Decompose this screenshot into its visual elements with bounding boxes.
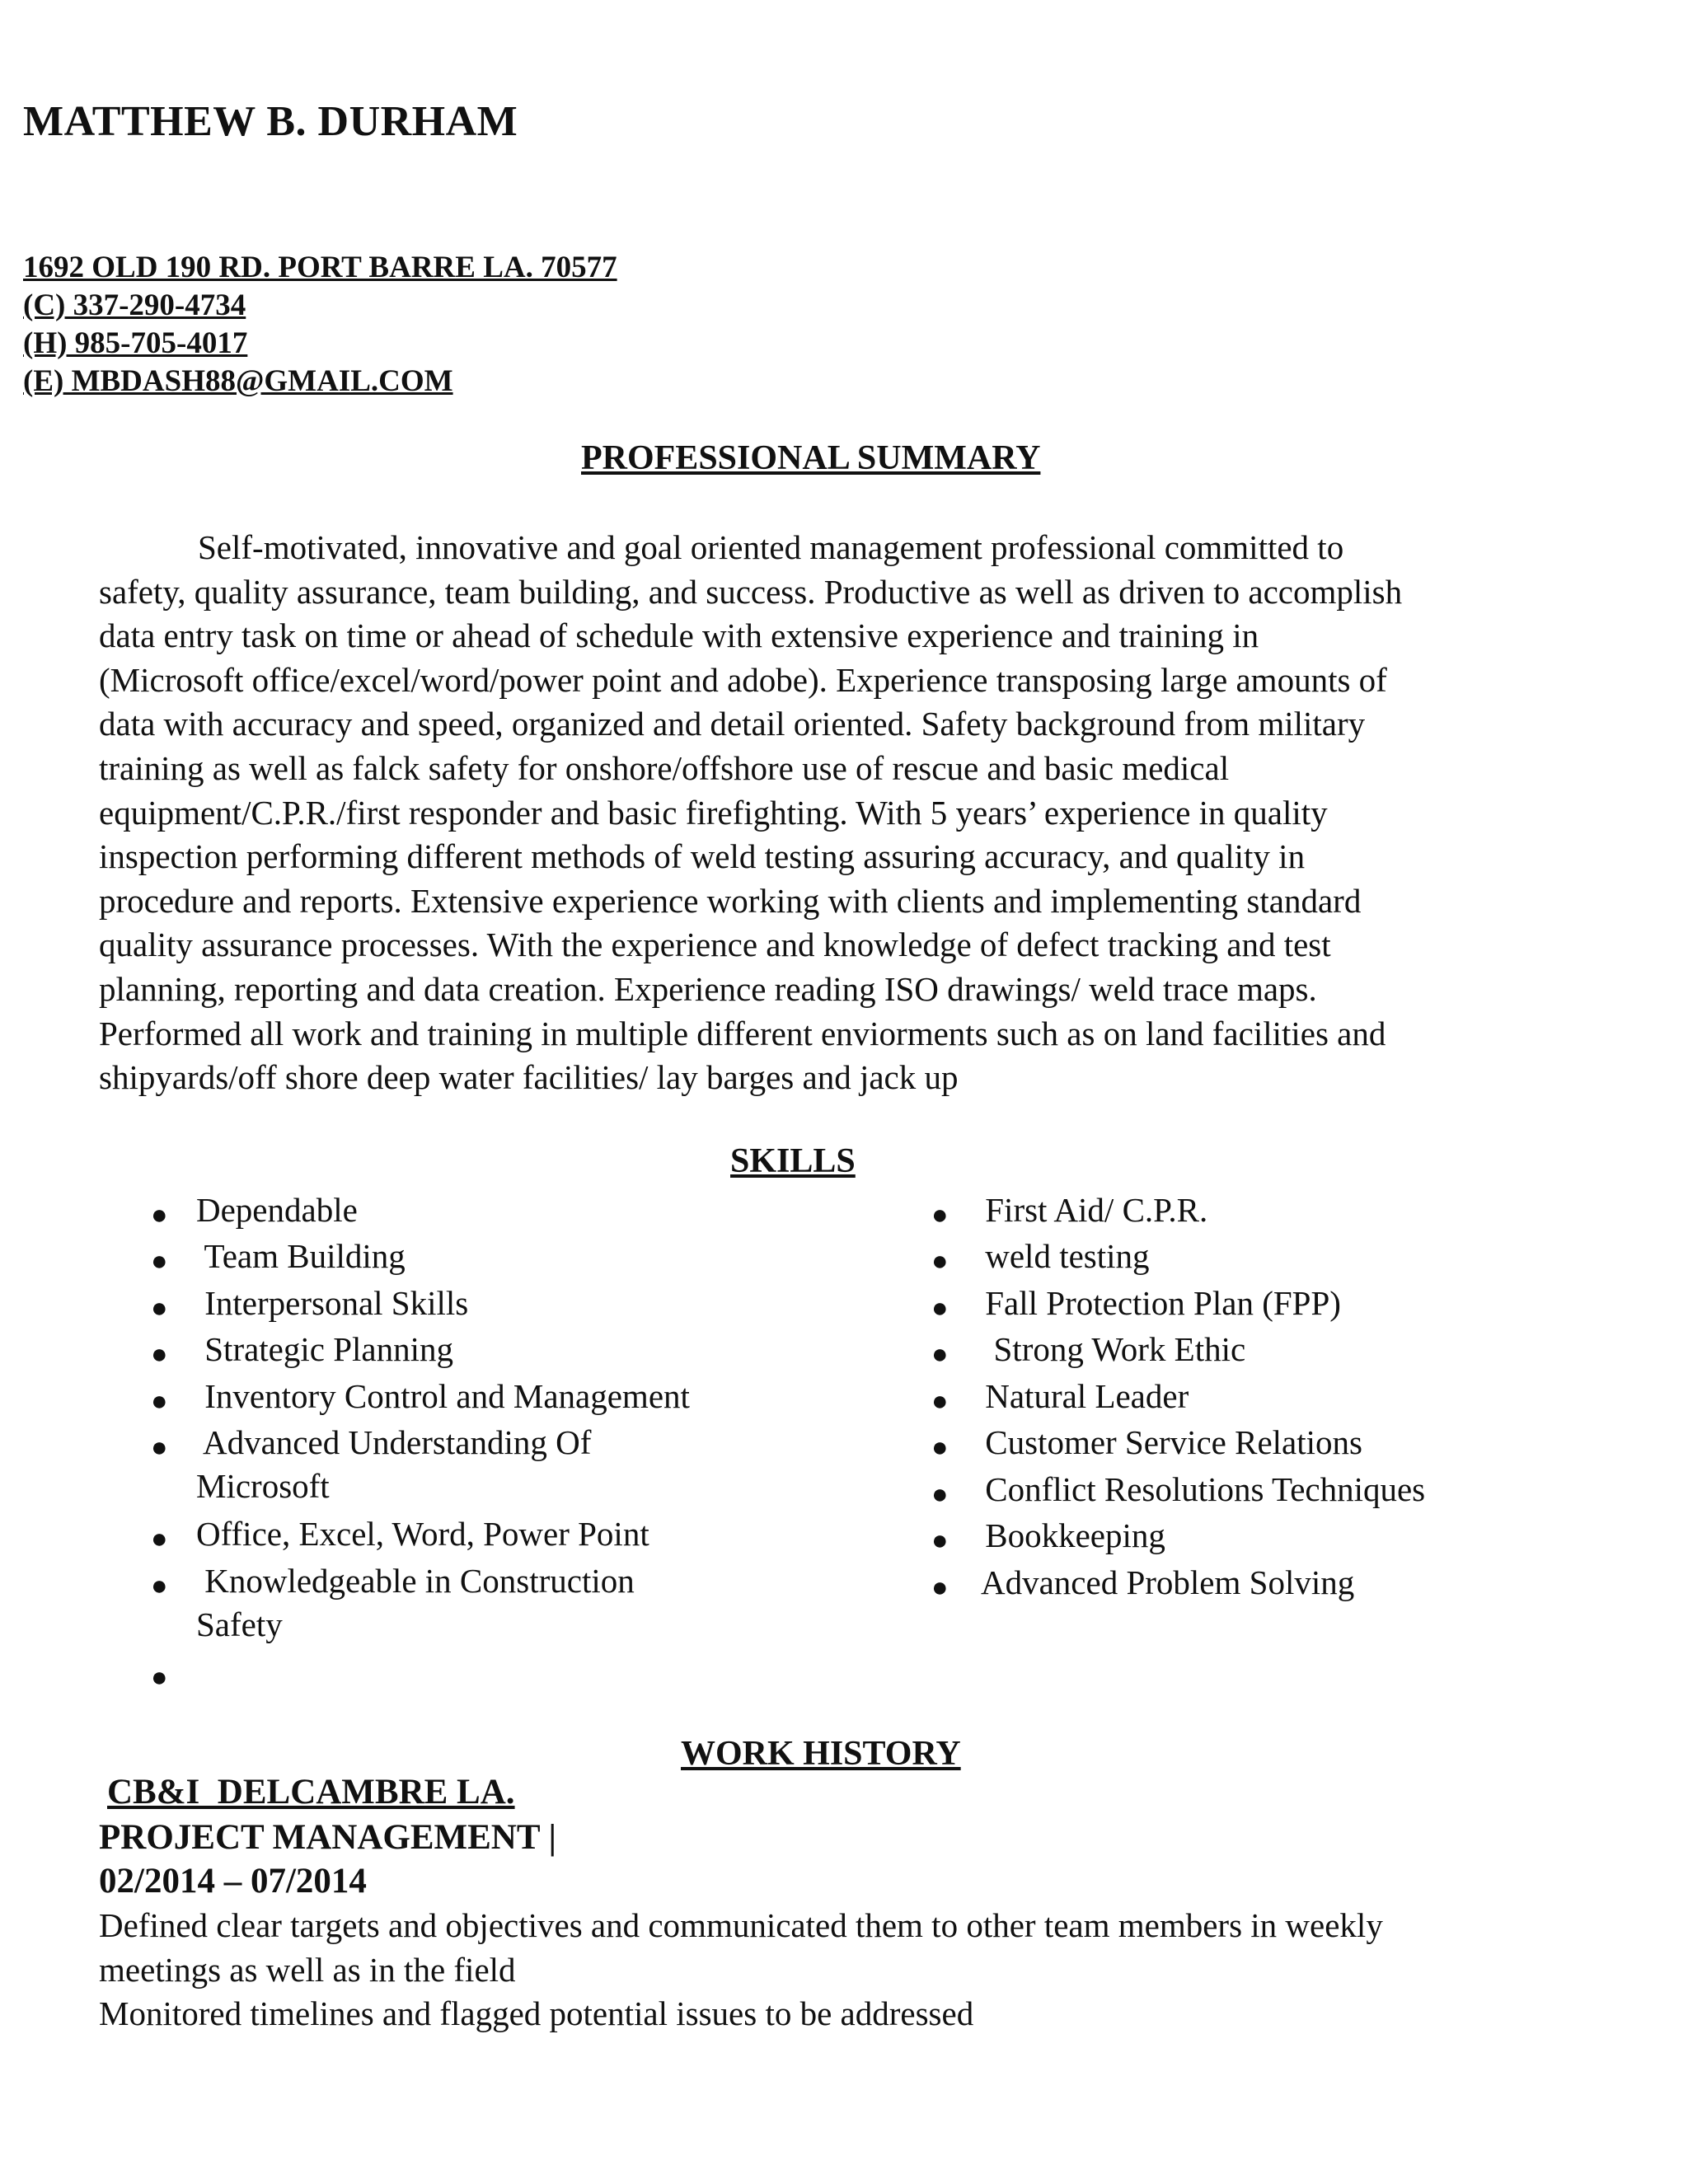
- summary-line: quality assurance processes. With the experience and knowledge of defect tracking and test: [99, 926, 1331, 964]
- job-title: PROJECT MANAGEMENT |: [99, 1818, 556, 1857]
- professional-summary-text: [99, 526, 1582, 1100]
- bullet-icon: ●: [151, 1246, 168, 1277]
- skill-item: Team Building: [196, 1237, 406, 1275]
- bullet-icon: ●: [151, 1386, 168, 1417]
- summary-line: inspection performing different methods of weld testing assuring accuracy, and quality in: [99, 837, 1306, 876]
- summary-line: safety, quality assurance, team building, and success. Productive as well as driven to accomplish: [99, 572, 1403, 611]
- job-description-line: meetings as well as in the field: [99, 1950, 516, 1989]
- skill-item: Advanced Problem Solving: [981, 1563, 1355, 1601]
- skill-item: Conflict Resolutions Techniques: [977, 1470, 1426, 1508]
- skill-item: Bookkeeping: [977, 1516, 1165, 1554]
- skill-item: Fall Protection Plan (FPP): [977, 1284, 1341, 1322]
- candidate-name: MATTHEW B. DURHAM: [23, 98, 518, 145]
- summary-line: Performed all work and training in multiple different enviorments such as on land facilities and: [99, 1014, 1386, 1052]
- summary-line: equipment/C.P.R./first responder and basic firefighting. With 5 years’ experience in quality: [99, 793, 1328, 832]
- summary-line: procedure and reports. Extensive experience working with clients and implementing standard: [99, 881, 1362, 920]
- skill-item: Strategic Planning: [196, 1330, 454, 1368]
- job-description: [99, 1904, 1383, 2036]
- bullet-icon: ●: [151, 1571, 168, 1601]
- skill-item: Strong Work Ethic: [977, 1330, 1246, 1368]
- bullet-icon: ●: [151, 1200, 168, 1230]
- skill-item: Office, Excel, Word, Power Point: [196, 1515, 649, 1553]
- contact-home-phone: (H) 985-705-4017: [23, 326, 248, 360]
- bullet-icon: ●: [931, 1386, 949, 1417]
- summary-line: (Microsoft office/excel/word/power point and adobe). Experience transposing large amounts of: [99, 660, 1387, 699]
- professional-summary-heading: PROFESSIONAL SUMMARY: [581, 439, 1041, 477]
- skill-item-continuation: Microsoft: [196, 1467, 330, 1505]
- bullet-icon: ●: [931, 1293, 949, 1324]
- summary-line: training as well as falck safety for onshore/offshore use of rescue and basic medical: [99, 748, 1230, 787]
- job-dates: 02/2014 – 07/2014: [99, 1862, 367, 1900]
- summary-line: data entry task on time or ahead of schedule with extensive experience and training in: [99, 616, 1259, 655]
- bullet-icon: ●: [151, 1432, 168, 1463]
- skill-item: Interpersonal Skills: [196, 1284, 469, 1322]
- bullet-icon: ●: [151, 1524, 168, 1554]
- skill-item: weld testing: [977, 1237, 1150, 1275]
- skill-item: Dependable: [196, 1191, 358, 1229]
- work-history-heading: WORK HISTORY: [681, 1735, 961, 1773]
- skill-item: Inventory Control and Management: [196, 1377, 690, 1415]
- bullet-icon: ●: [151, 1293, 168, 1324]
- skill-item: Advanced Understanding Of: [196, 1423, 592, 1461]
- job-company: CB&I DELCAMBRE LA.: [107, 1773, 515, 1811]
- job-description-line: Defined clear targets and objectives and communicated them to other team members in weekly: [99, 1906, 1383, 1944]
- summary-line: planning, reporting and data creation. Experience reading ISO drawings/ weld trace maps.: [99, 969, 1317, 1008]
- bullet-icon: ●: [151, 1662, 168, 1693]
- contact-email: (E) MBDASH88@GMAIL.COM: [23, 364, 453, 398]
- contact-cell-phone: (C) 337-290-4734: [23, 288, 246, 322]
- skills-heading: SKILLS: [730, 1142, 856, 1180]
- skill-item: Customer Service Relations: [977, 1423, 1362, 1461]
- bullet-icon: ●: [931, 1200, 949, 1230]
- bullet-icon: ●: [931, 1246, 949, 1277]
- bullet-icon: ●: [151, 1339, 168, 1370]
- bullet-icon: ●: [931, 1339, 949, 1370]
- job-description-line: Monitored timelines and flagged potential issues to be addressed: [99, 1994, 974, 2033]
- skill-item: Knowledgeable in Construction: [196, 1562, 635, 1600]
- summary-line: data with accuracy and speed, organized and detail oriented. Safety background from military: [99, 705, 1366, 743]
- bullet-icon: ●: [931, 1572, 949, 1603]
- summary-line: Self-motivated, innovative and goal oriented management professional committed to: [198, 528, 1344, 566]
- bullet-icon: ●: [931, 1432, 949, 1463]
- skill-item-continuation: Safety: [196, 1605, 283, 1643]
- bullet-icon: ●: [931, 1526, 949, 1556]
- skill-item: Natural Leader: [977, 1377, 1189, 1415]
- contact-address: 1692 OLD 190 RD. PORT BARRE LA. 70577: [23, 251, 617, 284]
- skill-item: First Aid/ C.P.R.: [977, 1191, 1208, 1229]
- summary-line: shipyards/off shore deep water facilities/ lay barges and jack up: [99, 1058, 959, 1097]
- bullet-icon: ●: [931, 1479, 949, 1510]
